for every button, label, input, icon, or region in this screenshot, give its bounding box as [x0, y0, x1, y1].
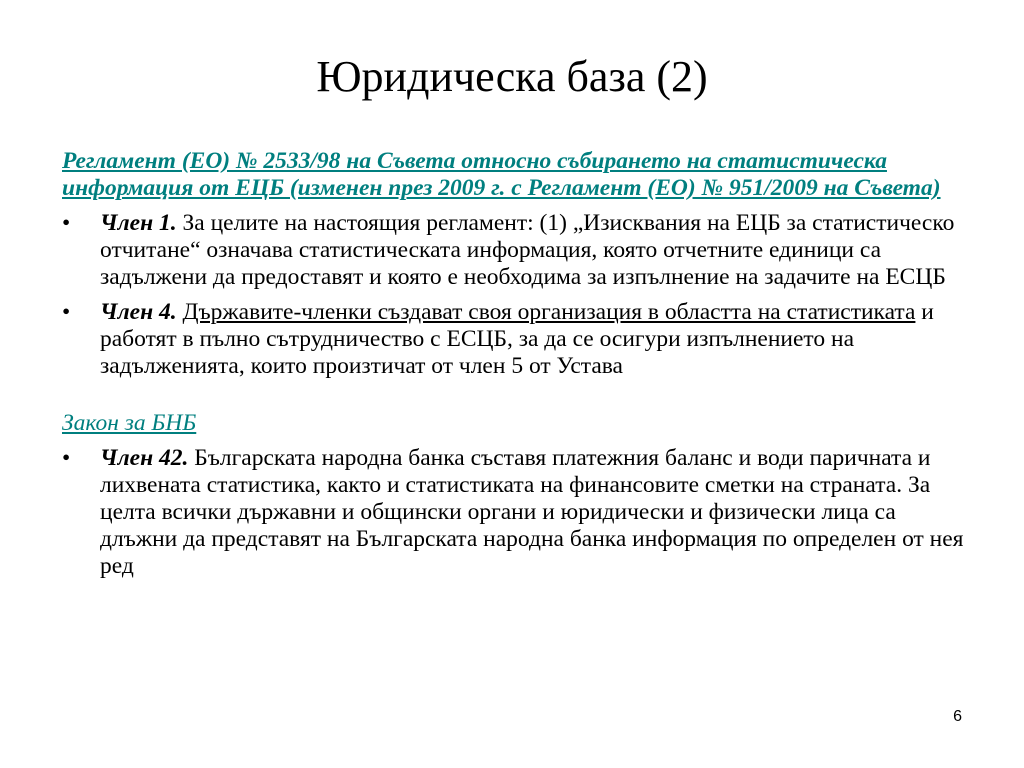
bullet-icon: • — [62, 445, 71, 471]
slide-content — [62, 148, 972, 580]
article-text: и работят в пълно сътрудничество с ЕСЦБ, за да се осигури изпълнението на задълженията, които произтичат от член 5 от Устава — [100, 299, 934, 379]
article-text: Българската народна банка съставя платежния баланс и води паричната и лихвената статистика, както и статистиката на финансовите сметки на страната. За целта всички държавни и общински органи и юридически и физически лица са длъжни да представят на Българската народна банка информация по определен от нея ред — [100, 445, 964, 579]
article-label: Член 1. — [100, 210, 177, 236]
page-number: 6 — [953, 708, 962, 725]
slide-title: Юридическа база (2) — [316, 52, 708, 101]
list-item-article-42 — [62, 445, 972, 580]
list-item-article-4 — [62, 299, 972, 380]
underlined-text: Държавите-членки създават своя организация в областта на статистиката — [182, 299, 916, 325]
bnb-law-link[interactable]: Закон за БНБ — [62, 410, 197, 436]
bullet-icon: • — [62, 299, 71, 325]
bullet-icon: • — [62, 210, 71, 236]
article-label: Член 4. — [100, 299, 177, 325]
article-label: Член 42. — [100, 445, 189, 471]
list-item-article-1 — [62, 210, 972, 291]
article-text: За целите на настоящия регламент: (1) „Изисквания на ЕЦБ за статистическо отчитане“ означава статистическата информация, която отчетните единици са задължени да предоставят и която е необходима за изпълнение на задачите на ЕСЦБ — [100, 210, 955, 290]
regulation-link[interactable]: Регламент (ЕО) № 2533/98 на Съвета относно събирането на статистическа информация от ЕЦБ (изменен през 2009 г. с Регламент (ЕО) № 951/2009 на Съвета) — [62, 148, 941, 201]
